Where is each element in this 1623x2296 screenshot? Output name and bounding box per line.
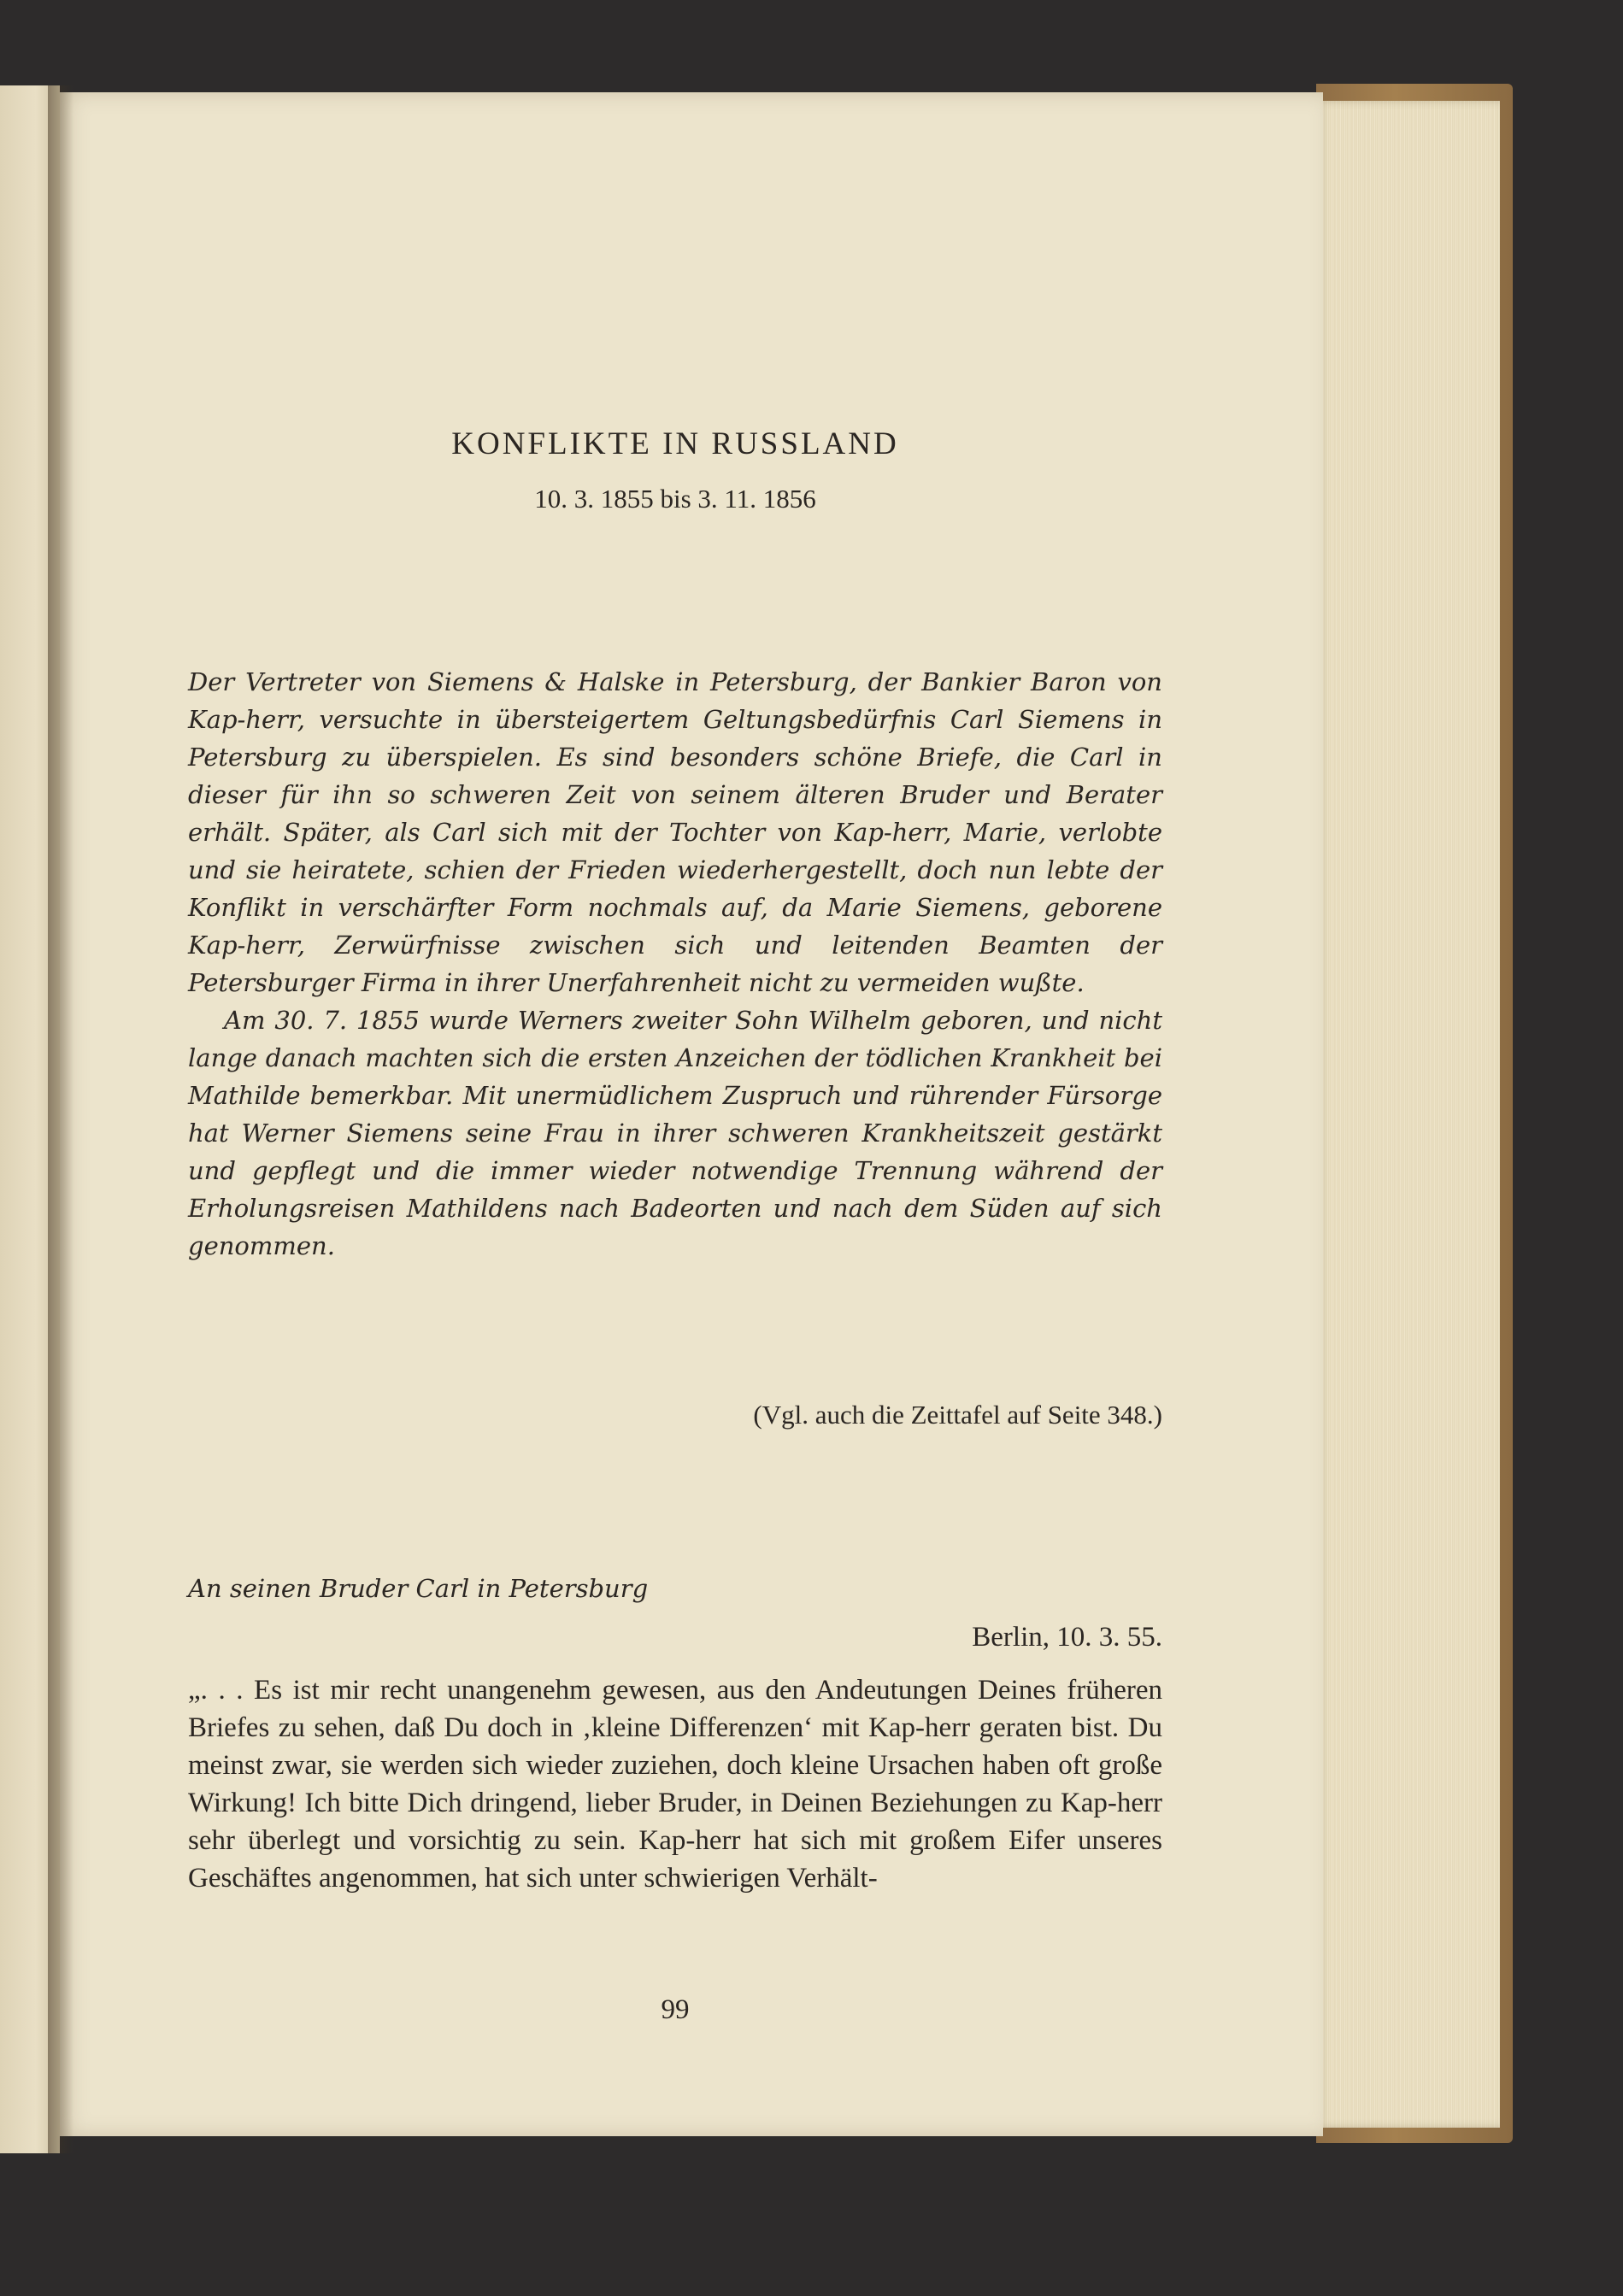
- page-number: 99: [661, 1994, 690, 2025]
- letter-addressee: An seinen Bruder Carl in Petersburg: [188, 1574, 649, 1603]
- letter-place-date: Berlin, 10. 3. 55.: [972, 1622, 1162, 1653]
- reference-note: (Vgl. auch die Zeittafel auf Seite 348.): [753, 1400, 1162, 1430]
- book-gutter: [48, 85, 74, 2153]
- letter-body: „. . . Es ist mir recht unangenehm gewesen, aus den Andeutungen Deines früheren Briefes zu sehen, daß Du doch in ‚kleine Differenzen‘ mit Kap-herr geraten bist. Du meinst zwar, sie werden sich wieder zuziehen, doch kleine Ursachen haben oft große Wirkung! Ich bitte Dich dringend, lieber Bruder, in Deinen Beziehungen zu Kap-herr sehr überlegt und vorsichtig zu sein. Kap-herr hat sich mit großem Eifer unseres Geschäftes angenommen, hat sich unter schwierigen Verhält-: [188, 1675, 1162, 1894]
- page-edges: [1316, 101, 1500, 2128]
- intro-paragraph: Am 30. 7. 1855 wurde Werners zweiter Sohn Wilhelm geboren, und nicht lange danach machten sich die ersten Anzeichen der tödlichen Krankheit bei Mathilde bemerkbar. Mit unermüdlichem Zuspruch und rührender Fürsorge hat Werner Siemens seine Frau in ihrer schweren Krankheitszeit gestärkt und gepflegt und die immer wieder notwendige Trennung während der Erholungsreisen Mathildens nach Badeorten und nach dem Süden auf sich genommen.: [188, 1006, 1162, 1260]
- chapter-dates: 10. 3. 1855 bis 3. 11. 1856: [534, 484, 816, 514]
- intro-text: [188, 663, 1162, 1265]
- book-page: [60, 92, 1323, 2136]
- intro-paragraph: Der Vertreter von Siemens & Halske in Petersburg, der Bankier Baron von Kap-herr, versuchte in übersteigertem Geltungsbedürfnis Carl Siemens in Petersburg zu überspielen. Es sind besonders schöne Briefe, die Carl in dieser für ihn so schweren Zeit von seinem älteren Bruder und Berater erhält. Später, als Carl sich mit der Tochter von Kap-herr, Marie, verlobte und sie heiratete, schien der Frieden wiederhergestellt, doch nun lebte der Konflikt in verschärfter Form nochmals auf, da Marie Siemens, geborene Kap-herr, Zerwürfnisse zwischen sich und leitenden Beamten der Petersburger Firma in ihrer Unerfahrenheit nicht zu vermeiden wußte.: [188, 667, 1162, 997]
- chapter-title: KONFLIKTE IN RUSSLAND: [451, 426, 899, 461]
